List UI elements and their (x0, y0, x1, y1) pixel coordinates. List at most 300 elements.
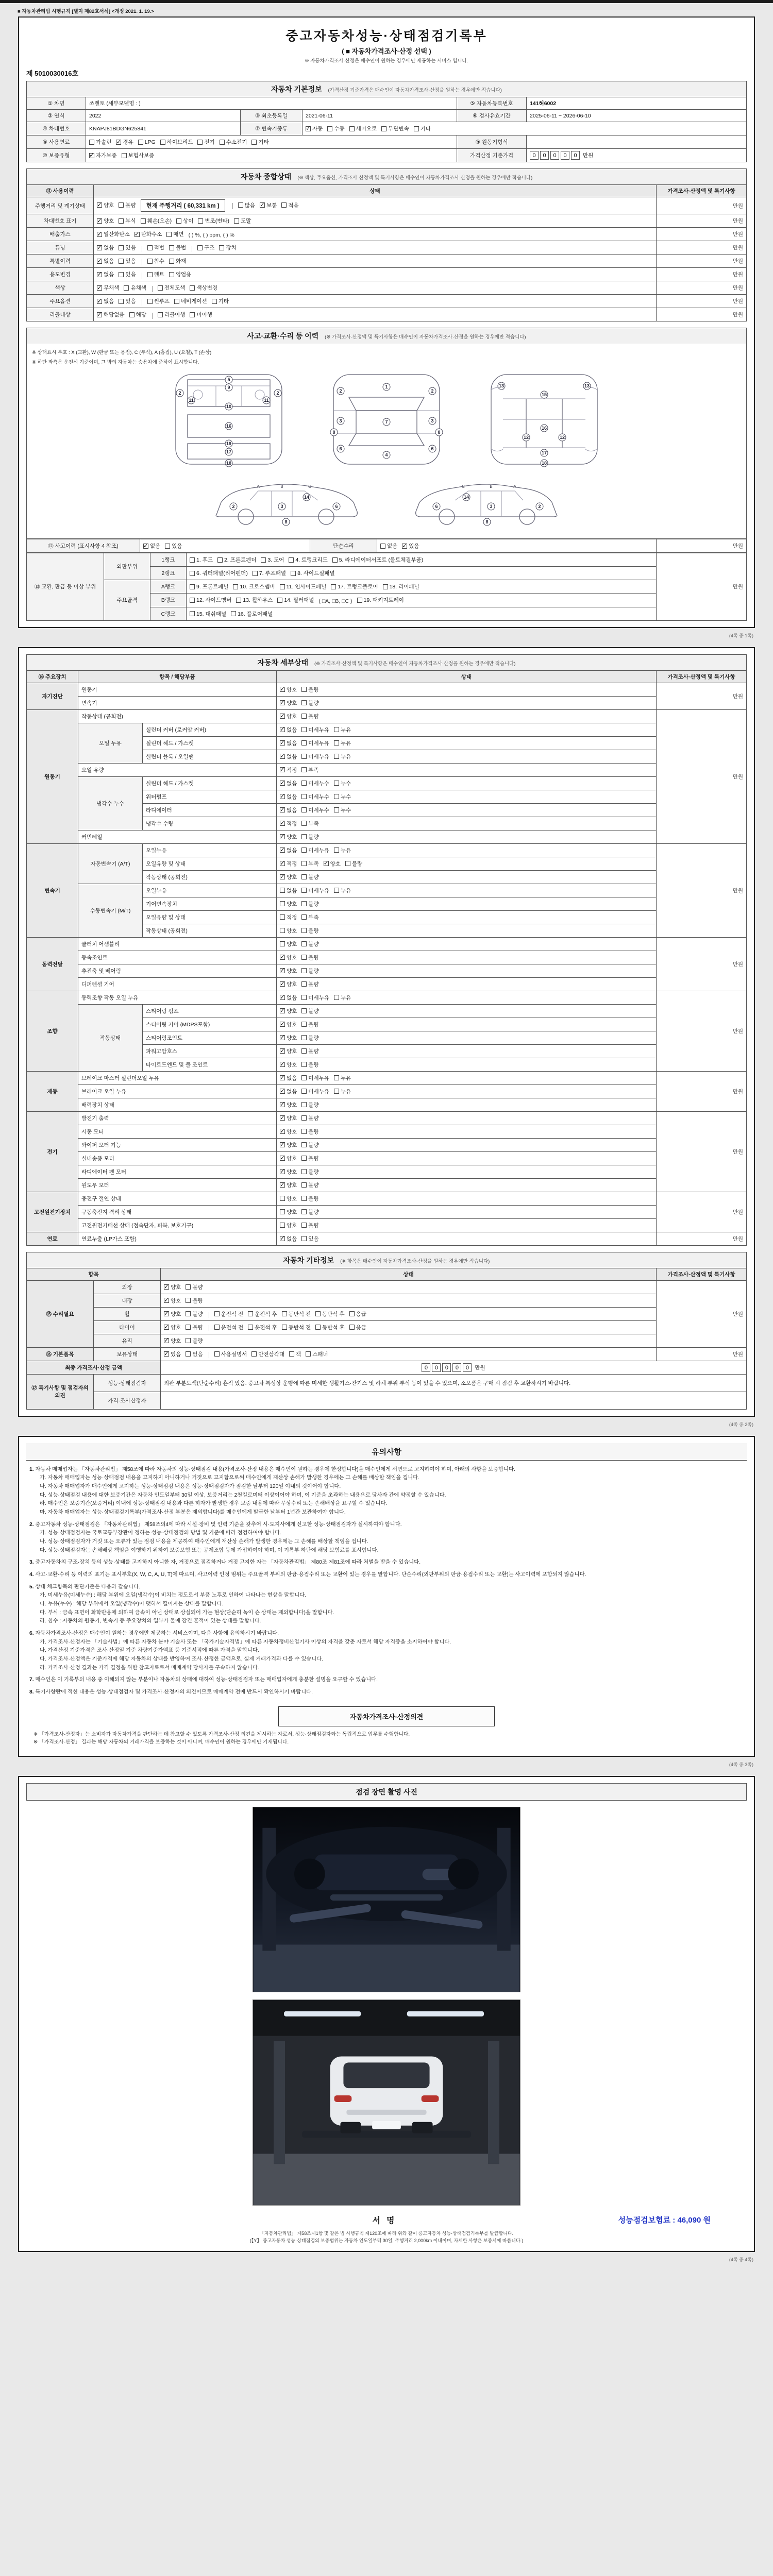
checkbox[interactable] (280, 888, 285, 893)
checkbox-option[interactable] (186, 1283, 203, 1291)
checkbox-option[interactable] (301, 980, 318, 988)
checkbox[interactable] (147, 299, 153, 304)
checkbox[interactable] (301, 1169, 307, 1174)
checkbox[interactable] (164, 1338, 169, 1343)
checkbox[interactable] (186, 1284, 191, 1290)
checkbox[interactable] (251, 1351, 257, 1357)
checkbox-option[interactable] (280, 1101, 297, 1109)
checkbox-option[interactable] (212, 297, 229, 305)
checkbox[interactable] (301, 1182, 307, 1188)
checkbox-option[interactable] (301, 967, 318, 975)
checkbox-option[interactable] (190, 569, 248, 577)
checkbox-option[interactable] (89, 138, 111, 146)
checkbox[interactable] (280, 901, 285, 906)
checkbox[interactable] (97, 259, 102, 264)
checkbox-option[interactable] (214, 1350, 247, 1358)
checkbox-option[interactable] (334, 1088, 351, 1095)
checkbox-option[interactable] (280, 686, 297, 693)
checkbox[interactable] (190, 285, 195, 291)
checkbox-option[interactable] (301, 686, 318, 693)
checkbox[interactable] (334, 888, 339, 893)
checkbox[interactable] (301, 754, 307, 759)
checkbox-option[interactable] (280, 1128, 297, 1136)
checkbox[interactable] (280, 781, 285, 786)
checkbox-option[interactable] (119, 270, 136, 278)
checkbox[interactable] (280, 1182, 285, 1188)
checkbox[interactable] (248, 1325, 253, 1330)
checkbox-option[interactable] (143, 542, 160, 550)
checkbox-option[interactable] (301, 833, 318, 841)
checkbox-option[interactable] (190, 596, 231, 604)
checkbox[interactable] (301, 1022, 307, 1027)
checkbox-option[interactable] (334, 887, 351, 894)
checkbox-option[interactable] (334, 806, 351, 814)
checkbox-option[interactable] (345, 860, 362, 868)
checkbox-option[interactable] (197, 244, 214, 251)
checkbox-option[interactable] (190, 610, 226, 618)
checkbox-option[interactable] (301, 1141, 318, 1149)
checkbox[interactable] (164, 1284, 169, 1290)
checkbox-option[interactable] (301, 806, 329, 814)
checkbox[interactable] (119, 259, 124, 264)
checkbox[interactable] (129, 312, 135, 317)
checkbox[interactable] (280, 1062, 285, 1067)
checkbox[interactable] (97, 299, 102, 304)
checkbox[interactable] (280, 928, 285, 933)
checkbox-option[interactable] (165, 542, 182, 550)
checkbox[interactable] (301, 1035, 307, 1040)
checkbox-option[interactable] (334, 846, 351, 854)
checkbox-option[interactable] (280, 940, 297, 948)
checkbox-option[interactable] (301, 699, 318, 707)
checkbox[interactable] (301, 1209, 307, 1214)
checkbox-option[interactable] (301, 860, 318, 868)
checkbox-option[interactable] (164, 1310, 181, 1318)
checkbox-option[interactable] (381, 125, 409, 132)
checkbox[interactable] (301, 848, 307, 853)
checkbox[interactable] (381, 126, 386, 131)
checkbox[interactable] (383, 584, 388, 589)
checkbox[interactable] (280, 807, 285, 812)
checkbox-option[interactable] (280, 820, 297, 827)
checkbox-option[interactable] (301, 1007, 318, 1015)
checkbox[interactable] (280, 1142, 285, 1147)
checkbox[interactable] (334, 1075, 339, 1080)
checkbox-option[interactable] (251, 1350, 284, 1358)
checkbox-option[interactable] (186, 1297, 203, 1304)
checkbox-option[interactable] (280, 1088, 297, 1095)
checkbox-option[interactable] (301, 820, 318, 827)
checkbox-option[interactable] (233, 583, 275, 590)
checkbox-option[interactable] (301, 1235, 318, 1243)
checkbox-option[interactable] (301, 1195, 318, 1202)
checkbox-option[interactable] (135, 230, 162, 238)
checkbox[interactable] (238, 202, 243, 208)
checkbox-option[interactable] (219, 244, 236, 251)
checkbox[interactable] (231, 611, 236, 616)
checkbox[interactable] (197, 245, 203, 250)
checkbox[interactable] (236, 598, 241, 603)
checkbox[interactable] (349, 126, 355, 131)
checkbox[interactable] (402, 544, 407, 549)
checkbox-option[interactable] (301, 766, 318, 774)
checkbox[interactable] (280, 968, 285, 973)
checkbox[interactable] (253, 571, 258, 576)
checkbox-option[interactable] (119, 201, 136, 209)
checkbox-option[interactable] (280, 1222, 297, 1229)
checkbox[interactable] (174, 299, 179, 304)
checkbox[interactable] (332, 557, 338, 563)
checkbox-option[interactable] (280, 913, 297, 921)
checkbox[interactable] (301, 767, 307, 772)
checkbox[interactable] (97, 218, 102, 224)
checkbox-option[interactable] (301, 793, 329, 801)
checkbox-option[interactable] (174, 297, 207, 305)
checkbox-option[interactable] (190, 556, 213, 564)
checkbox[interactable] (301, 834, 307, 839)
checkbox-option[interactable] (301, 1074, 329, 1082)
checkbox[interactable] (301, 995, 307, 1000)
checkbox[interactable] (198, 218, 203, 224)
checkbox-option[interactable] (327, 125, 344, 132)
checkbox[interactable] (89, 140, 94, 145)
checkbox-option[interactable] (280, 846, 297, 854)
checkbox[interactable] (414, 126, 419, 131)
checkbox[interactable] (186, 1351, 191, 1357)
checkbox-option[interactable] (124, 284, 146, 292)
checkbox-option[interactable] (280, 900, 297, 908)
checkbox-option[interactable] (190, 583, 228, 590)
checkbox[interactable] (289, 557, 294, 563)
checkbox[interactable] (124, 285, 129, 291)
checkbox[interactable] (158, 285, 163, 291)
checkbox-option[interactable] (383, 583, 419, 590)
checkbox-option[interactable] (280, 1007, 297, 1015)
checkbox[interactable] (301, 928, 307, 933)
checkbox[interactable] (190, 312, 195, 317)
checkbox-option[interactable] (164, 1337, 181, 1345)
checkbox[interactable] (306, 126, 311, 131)
checkbox[interactable] (334, 740, 339, 745)
checkbox-option[interactable] (301, 994, 329, 1002)
checkbox[interactable] (220, 140, 225, 145)
checkbox[interactable] (280, 714, 285, 719)
checkbox[interactable] (301, 714, 307, 719)
checkbox[interactable] (301, 1102, 307, 1107)
checkbox-option[interactable] (280, 1235, 297, 1243)
checkbox-option[interactable] (301, 1034, 318, 1042)
checkbox[interactable] (280, 995, 285, 1000)
checkbox[interactable] (160, 140, 165, 145)
checkbox-option[interactable] (197, 138, 214, 146)
checkbox-option[interactable] (306, 1350, 328, 1358)
checkbox[interactable] (280, 584, 285, 589)
checkbox[interactable] (301, 740, 307, 745)
checkbox-option[interactable] (334, 726, 351, 734)
checkbox-option[interactable] (280, 1141, 297, 1149)
checkbox-option[interactable] (306, 125, 323, 132)
checkbox[interactable] (301, 874, 307, 879)
checkbox[interactable] (280, 1209, 285, 1214)
checkbox-option[interactable] (301, 1021, 318, 1028)
checkbox[interactable] (116, 140, 121, 145)
checkbox-option[interactable] (334, 753, 351, 760)
checkbox-option[interactable] (280, 1181, 297, 1189)
checkbox-option[interactable] (129, 311, 146, 318)
checkbox[interactable] (122, 153, 127, 158)
checkbox[interactable] (280, 1035, 285, 1040)
checkbox-option[interactable] (301, 913, 318, 921)
checkbox-option[interactable] (190, 311, 212, 318)
checkbox[interactable] (214, 1351, 220, 1357)
checkbox-option[interactable] (301, 1168, 318, 1176)
checkbox[interactable] (280, 1075, 285, 1080)
checkbox[interactable] (334, 995, 339, 1000)
checkbox[interactable] (301, 861, 307, 866)
checkbox-option[interactable] (280, 1074, 297, 1082)
checkbox[interactable] (176, 218, 181, 224)
checkbox[interactable] (214, 1311, 220, 1316)
checkbox[interactable] (166, 232, 172, 237)
checkbox-option[interactable] (158, 284, 186, 292)
checkbox-option[interactable] (158, 311, 186, 318)
checkbox-option[interactable] (357, 596, 404, 604)
checkbox[interactable] (186, 1311, 191, 1316)
checkbox-option[interactable] (169, 244, 186, 251)
checkbox[interactable] (190, 557, 195, 563)
checkbox[interactable] (301, 781, 307, 786)
checkbox[interactable] (301, 914, 307, 920)
checkbox-option[interactable] (280, 793, 297, 801)
checkbox[interactable] (280, 861, 285, 866)
checkbox[interactable] (280, 754, 285, 759)
checkbox-option[interactable] (414, 125, 431, 132)
checkbox-option[interactable] (280, 954, 297, 961)
checkbox[interactable] (301, 1236, 307, 1241)
checkbox[interactable] (315, 1325, 321, 1330)
checkbox[interactable] (280, 1156, 285, 1161)
checkbox[interactable] (301, 901, 307, 906)
checkbox-option[interactable] (280, 1061, 297, 1069)
checkbox-option[interactable] (119, 257, 136, 265)
checkbox-option[interactable] (349, 125, 377, 132)
checkbox-option[interactable] (169, 257, 186, 265)
checkbox-option[interactable] (198, 217, 229, 225)
checkbox[interactable] (301, 807, 307, 812)
checkbox[interactable] (219, 245, 224, 250)
checkbox-option[interactable] (214, 1324, 244, 1331)
checkbox-option[interactable] (89, 151, 117, 159)
checkbox-option[interactable] (301, 1208, 318, 1216)
checkbox[interactable] (190, 584, 195, 589)
checkbox-option[interactable] (301, 1047, 318, 1055)
checkbox[interactable] (280, 1223, 285, 1228)
checkbox[interactable] (280, 1089, 285, 1094)
checkbox-option[interactable] (280, 1047, 297, 1055)
checkbox-option[interactable] (116, 138, 133, 146)
checkbox-option[interactable] (280, 833, 297, 841)
checkbox[interactable] (334, 727, 339, 732)
checkbox[interactable] (97, 245, 102, 250)
checkbox-option[interactable] (97, 257, 114, 265)
checkbox[interactable] (135, 232, 140, 237)
checkbox-option[interactable] (166, 230, 183, 238)
checkbox-option[interactable] (334, 994, 351, 1002)
checkbox[interactable] (301, 941, 307, 946)
checkbox-option[interactable] (280, 766, 297, 774)
checkbox-option[interactable] (147, 244, 164, 251)
checkbox[interactable] (280, 740, 285, 745)
checkbox-option[interactable] (97, 230, 130, 238)
checkbox[interactable] (119, 245, 124, 250)
checkbox-option[interactable] (280, 887, 297, 894)
checkbox-option[interactable] (97, 217, 114, 225)
checkbox[interactable] (301, 981, 307, 987)
checkbox-option[interactable] (280, 1114, 297, 1122)
checkbox[interactable] (164, 1325, 169, 1330)
checkbox[interactable] (97, 285, 102, 291)
checkbox[interactable] (301, 1115, 307, 1121)
checkbox-option[interactable] (334, 779, 351, 787)
checkbox[interactable] (301, 794, 307, 799)
checkbox[interactable] (280, 1196, 285, 1201)
checkbox-option[interactable] (402, 542, 419, 550)
checkbox[interactable] (301, 687, 307, 692)
checkbox-option[interactable] (301, 927, 318, 935)
checkbox[interactable] (280, 687, 285, 692)
checkbox-option[interactable] (253, 569, 286, 577)
checkbox-option[interactable] (380, 542, 397, 550)
checkbox[interactable] (280, 1129, 285, 1134)
checkbox-option[interactable] (301, 779, 329, 787)
checkbox-option[interactable] (301, 1088, 329, 1095)
checkbox[interactable] (147, 245, 153, 250)
checkbox-option[interactable] (289, 1350, 301, 1358)
checkbox-option[interactable] (160, 138, 193, 146)
checkbox[interactable] (164, 1298, 169, 1303)
checkbox-option[interactable] (280, 699, 297, 707)
checkbox[interactable] (315, 1311, 321, 1316)
checkbox-option[interactable] (190, 284, 217, 292)
checkbox[interactable] (345, 861, 350, 866)
checkbox-option[interactable] (280, 726, 297, 734)
checkbox[interactable] (380, 544, 385, 549)
checkbox[interactable] (261, 557, 266, 563)
checkbox-option[interactable] (282, 1310, 311, 1318)
checkbox[interactable] (212, 299, 217, 304)
checkbox[interactable] (349, 1325, 355, 1330)
checkbox[interactable] (280, 1236, 285, 1241)
checkbox[interactable] (324, 861, 329, 866)
checkbox[interactable] (251, 140, 257, 145)
checkbox-option[interactable] (231, 610, 273, 618)
checkbox[interactable] (280, 1022, 285, 1027)
checkbox-option[interactable] (280, 1034, 297, 1042)
checkbox[interactable] (280, 700, 285, 705)
checkbox-option[interactable] (331, 583, 378, 590)
checkbox-option[interactable] (277, 596, 314, 604)
checkbox-option[interactable] (164, 1324, 181, 1331)
checkbox[interactable] (281, 202, 287, 208)
checkbox[interactable] (280, 1048, 285, 1054)
checkbox-option[interactable] (119, 297, 136, 305)
checkbox-option[interactable] (280, 967, 297, 975)
checkbox-option[interactable] (334, 1074, 351, 1082)
checkbox-option[interactable] (280, 779, 297, 787)
checkbox-option[interactable] (349, 1310, 366, 1318)
checkbox[interactable] (301, 1008, 307, 1013)
checkbox[interactable] (301, 1156, 307, 1161)
checkbox[interactable] (169, 245, 174, 250)
checkbox[interactable] (97, 202, 102, 208)
checkbox-option[interactable] (251, 138, 268, 146)
checkbox-option[interactable] (280, 873, 297, 881)
checkbox-option[interactable] (248, 1310, 277, 1318)
checkbox[interactable] (119, 202, 124, 208)
checkbox-option[interactable] (217, 556, 256, 564)
checkbox[interactable] (334, 794, 339, 799)
checkbox[interactable] (197, 140, 203, 145)
checkbox[interactable] (349, 1311, 355, 1316)
checkbox[interactable] (97, 232, 102, 237)
checkbox[interactable] (186, 1338, 191, 1343)
checkbox[interactable] (119, 299, 124, 304)
checkbox[interactable] (334, 807, 339, 812)
checkbox[interactable] (186, 1325, 191, 1330)
checkbox[interactable] (169, 259, 174, 264)
checkbox[interactable] (280, 848, 285, 853)
checkbox[interactable] (280, 981, 285, 987)
checkbox[interactable] (97, 272, 102, 277)
checkbox[interactable] (301, 1142, 307, 1147)
checkbox-option[interactable] (164, 1283, 181, 1291)
checkbox-option[interactable] (147, 270, 164, 278)
checkbox-option[interactable] (97, 201, 114, 209)
checkbox-option[interactable] (97, 270, 114, 278)
checkbox-option[interactable] (176, 217, 193, 225)
checkbox[interactable] (234, 218, 239, 224)
checkbox-option[interactable] (186, 1350, 203, 1358)
checkbox[interactable] (280, 1169, 285, 1174)
checkbox[interactable] (260, 202, 265, 208)
checkbox[interactable] (280, 727, 285, 732)
checkbox[interactable] (119, 218, 124, 224)
checkbox-option[interactable] (234, 217, 251, 225)
checkbox[interactable] (280, 941, 285, 946)
checkbox-option[interactable] (301, 1114, 318, 1122)
checkbox[interactable] (141, 218, 146, 224)
checkbox[interactable] (119, 272, 124, 277)
checkbox-option[interactable] (301, 900, 318, 908)
checkbox-option[interactable] (280, 1155, 297, 1162)
checkbox-option[interactable] (280, 1021, 297, 1028)
checkbox-option[interactable] (280, 713, 297, 720)
checkbox-option[interactable] (301, 887, 329, 894)
checkbox-option[interactable] (280, 739, 297, 747)
checkbox-option[interactable] (301, 739, 329, 747)
checkbox-option[interactable] (280, 994, 297, 1002)
checkbox[interactable] (301, 888, 307, 893)
checkbox-option[interactable] (301, 1061, 318, 1069)
checkbox[interactable] (301, 727, 307, 732)
checkbox[interactable] (301, 700, 307, 705)
checkbox-option[interactable] (147, 257, 164, 265)
checkbox-option[interactable] (97, 297, 114, 305)
checkbox[interactable] (186, 1298, 191, 1303)
checkbox-option[interactable] (301, 753, 329, 760)
checkbox[interactable] (280, 794, 285, 799)
checkbox[interactable] (357, 598, 362, 603)
